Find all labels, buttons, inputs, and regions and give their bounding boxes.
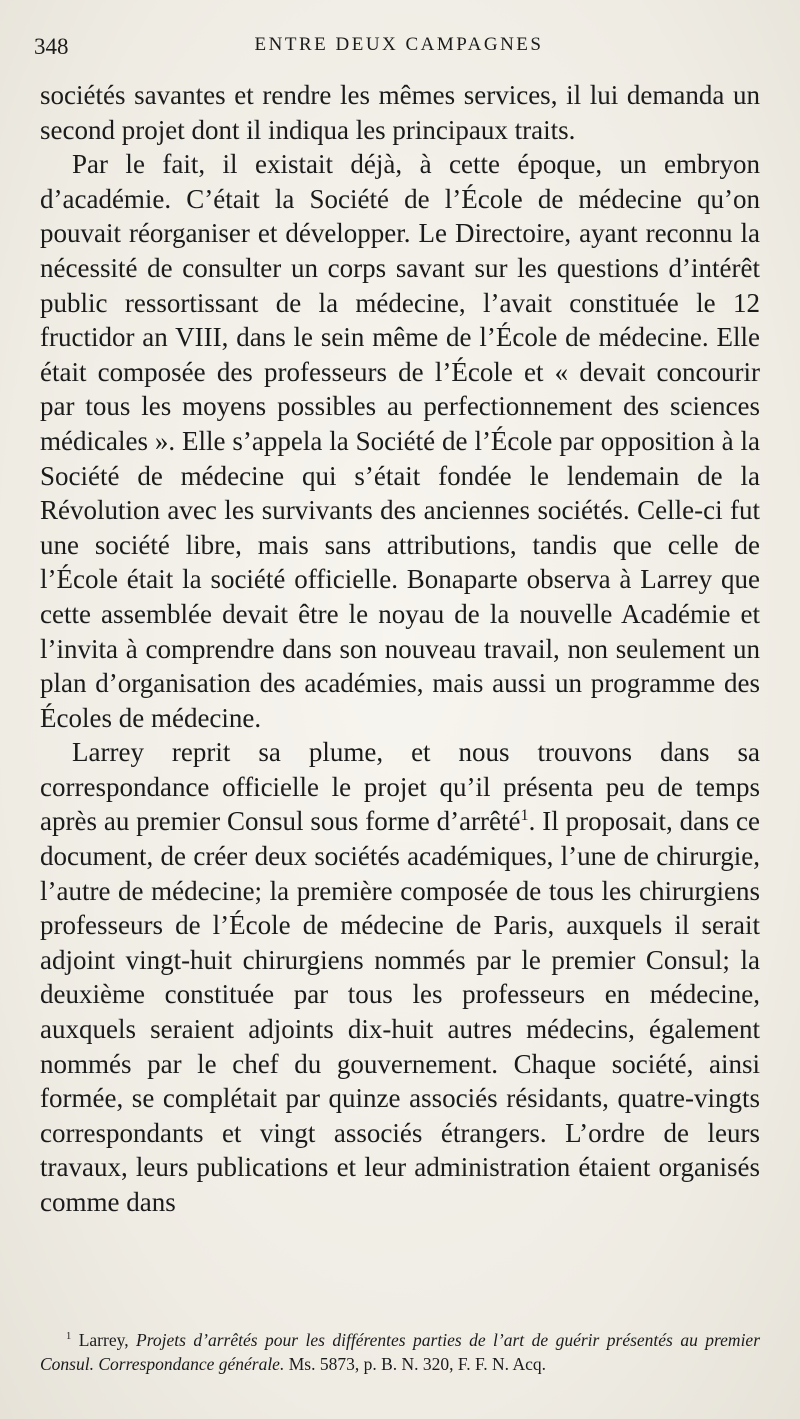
paragraph-continued: sociétés savantes et rendre les mêmes services, il lui demanda un second projet dont il indiqua les principaux traits.	[40, 80, 760, 145]
footnote	[40, 1328, 760, 1376]
page-header	[34, 30, 764, 64]
paragraph-text-before-note: Larrey reprit sa plume, et nous trouvons dans sa correspondance officielle le projet qu’il présenta peu de temps après au premier Consul sous forme d’arrêté	[40, 737, 760, 837]
paragraph-larrey-project	[40, 735, 760, 1219]
running-title: ENTRE DEUX CAMPAGNES	[254, 34, 544, 55]
body-text	[40, 78, 760, 1220]
footnote-reference: 1	[520, 806, 529, 825]
footnote-author: Larrey,	[78, 1330, 129, 1350]
page-number: 348	[34, 34, 69, 59]
footnote-title: Projets d’arrêtés pour les différentes parties de l’art de guérir présentés au premier Consul. Correspondance générale.	[40, 1330, 761, 1374]
footnote-reference-detail: Ms. 5873, p. B. N. 320, F. F. N. Acq.	[288, 1354, 546, 1374]
paragraph-text-after-note: . Il proposait, dans ce document, de créer deux sociétés académiques, l’une de chirurgie, l’autre de médecine; la première composée de tous les chirurgiens professeurs de l’École de médecine de Paris, auxquels il serait adjoint vingt-huit chirurgiens nommés par le premier Consul; la deuxième constituée par tous les professeurs en médecine, auxquels seraient adjoints dix-huit autres médecins, également nommés par le chef du gouvernement. Chaque société, ainsi formée, se complétait par quinze associés résidants, quatre-vingts correspondants et vingt associés étrangers. L’ordre de leurs travaux, leurs publications et leur administration étaient organisés comme dans	[40, 806, 760, 1217]
footnote-marker: 1	[66, 1331, 72, 1343]
paragraph-academy: Par le fait, il existait déjà, à cette époque, un embryon d’académie. C’était la Société de l’École de médecine qu’on pouvait réorganiser et développer. Le Directoire, ayant reconnu la nécessité de consulter un corps savant sur les questions d’intérêt public ressortissant de la médecine, l’avait constituée le 12 fructidor an VIII, dans le sein même de l’École de médecine. Elle était composée des professeurs de l’École et « devait concourir par tous les moyens possibles au perfectionnement des sciences médicales ». Elle s’appela la Société de l’École par opposition à la Société de médecine qui s’était fondée le lendemain de la Révolution avec les survivants des anciennes sociétés. Celle-ci fut une société libre, mais sans attributions, tandis que celle de l’École était la société officielle. Bonaparte observa à Larrey que cette assemblée devait être le noyau de la nouvelle Académie et l’invita à comprendre dans son nouveau travail, non seulement un plan d’organisation des académies, mais aussi un programme des Écoles de médecine.	[40, 149, 760, 733]
